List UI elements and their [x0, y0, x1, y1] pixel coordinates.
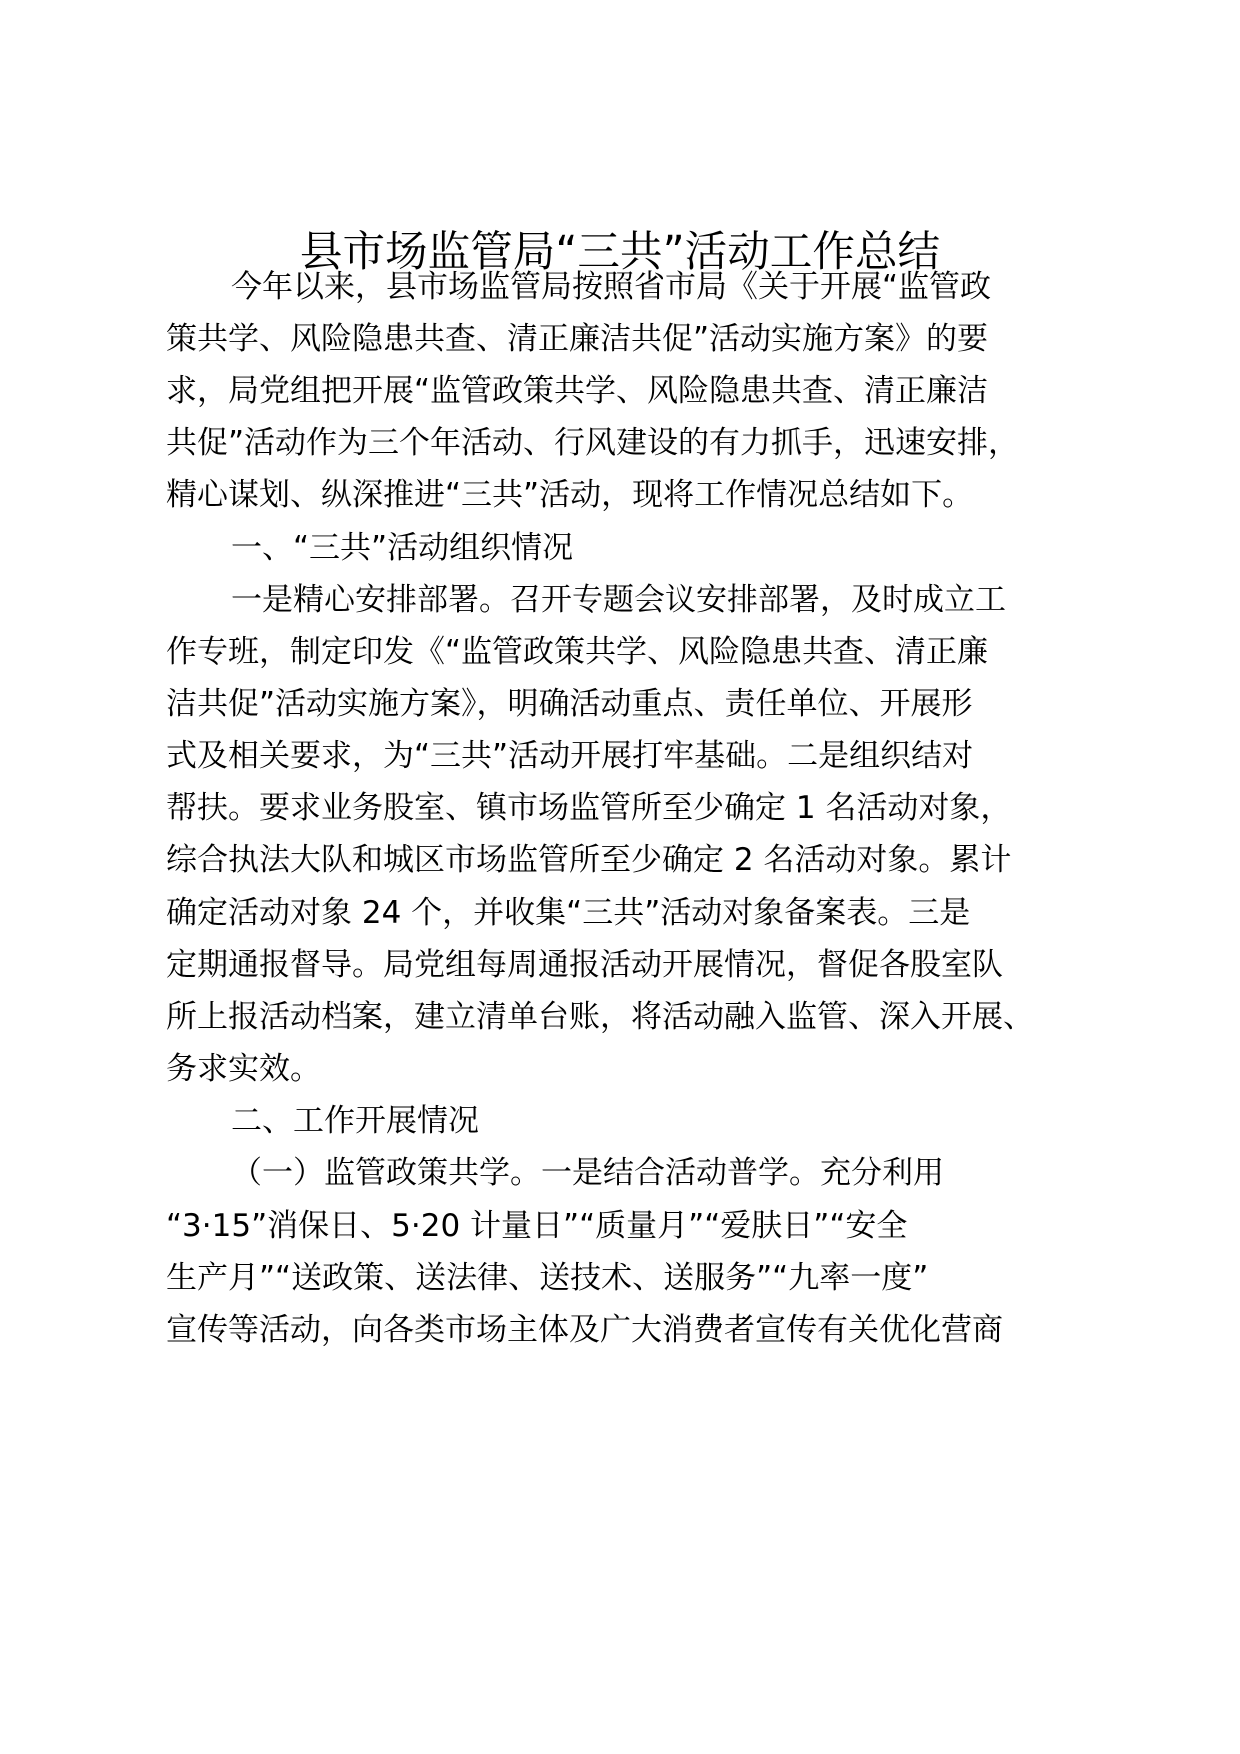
paragraph-line: 所上报活动档案，建立清单台账，将活动融入监管、深入开展、 [166, 999, 1034, 1035]
section-heading: 二、工作开展情况 [231, 1103, 479, 1139]
paragraph-line: 综合执法大队和城区市场监管所至少确定 2 名活动对象。累计 [166, 842, 1012, 878]
paragraph-line: 宣传等活动，向各类市场主体及广大消费者宣传有关优化营商 [166, 1312, 1003, 1348]
paragraph-line: 帮扶。要求业务股室、镇市场监管所至少确定 1 名活动对象， [166, 790, 1012, 826]
paragraph-line: 策共学、风险隐患共查、清正廉洁共促”活动实施方案》的要 [166, 321, 989, 357]
paragraph-line: “3·15”消保日、5·20 计量日”“质量月”“爱肤日”“安全 [166, 1208, 908, 1244]
paragraph-line: 洁共促”活动实施方案》，明确活动重点、责任单位、开展形 [166, 686, 973, 722]
paragraph-line: 确定活动对象 24 个，并收集“三共”活动对象备案表。三是 [166, 895, 971, 931]
paragraph-line: 式及相关要求，为“三共”活动开展打牢基础。二是组织结对 [166, 738, 974, 774]
paragraph-line: 作专班，制定印发《“监管政策共学、风险隐患共查、清正廉 [166, 634, 989, 670]
paragraph-line: 精心谋划、纵深推进“三共”活动，现将工作情况总结如下。 [166, 477, 974, 513]
paragraph-line: 求，局党组把开展“监管政策共学、风险隐患共查、清正廉洁 [166, 373, 989, 409]
paragraph-line: 共促”活动作为三个年活动、行风建设的有力抓手，迅速安排， [166, 425, 1020, 461]
paragraph-line: 一是精心安排部署。召开专题会议安排部署，及时成立工 [231, 582, 1006, 618]
paragraph-line: 今年以来，县市场监管局按照省市局《关于开展“监管政 [231, 269, 992, 305]
section-heading: 一、“三共”活动组织情况 [231, 530, 574, 566]
paragraph-line: （一）监管政策共学。一是结合活动普学。充分利用 [231, 1155, 944, 1191]
paragraph-line: 定期通报督导。局党组每周通报活动开展情况，督促各股室队 [166, 947, 1003, 983]
document-title: 县市场监管局“三共”活动工作总结 [299, 227, 941, 277]
paragraph-line: 务求实效。 [166, 1051, 321, 1087]
paragraph-line: 生产月”“送政策、送法律、送技术、送服务”“九率一度” [166, 1260, 929, 1296]
